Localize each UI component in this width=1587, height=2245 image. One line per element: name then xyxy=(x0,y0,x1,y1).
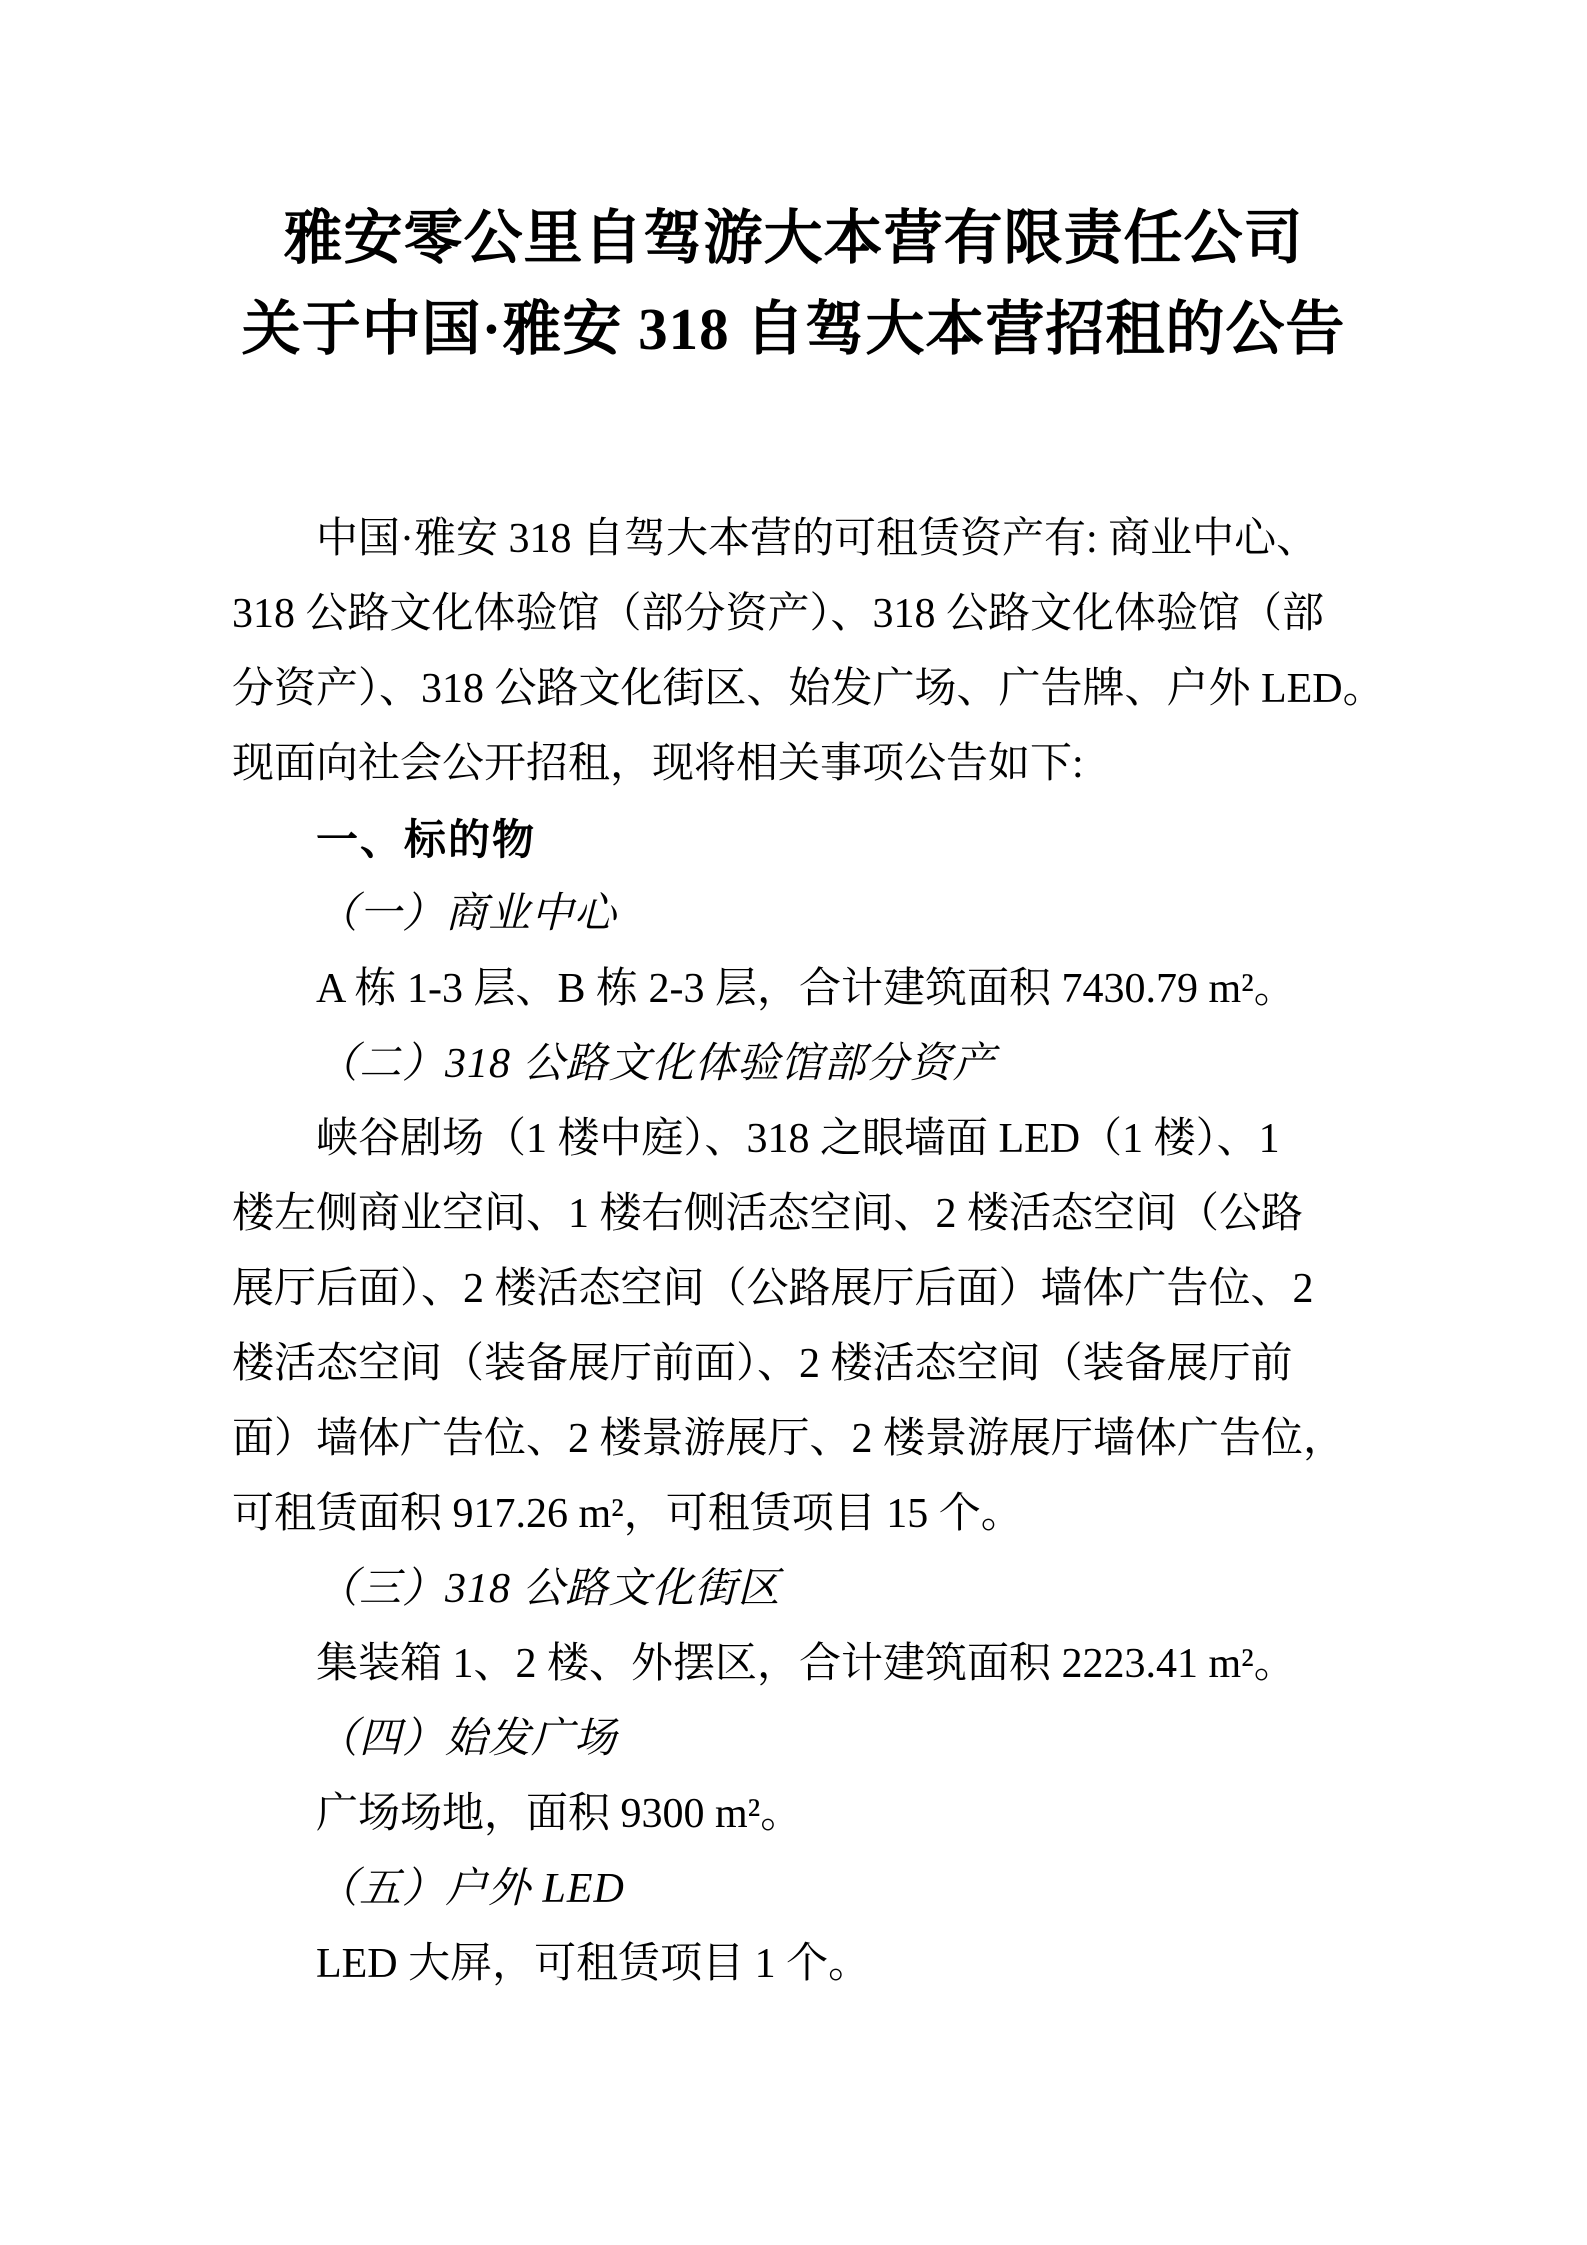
subsection-heading-line: （一）商业中心 xyxy=(316,891,618,937)
doc-line: 楼左侧商业空间、1 楼右侧活态空间、2 楼活态空间（公路 xyxy=(232,1191,1304,1237)
doc-line: 楼活态空间（装备展厅前面）、2 楼活态空间（装备展厅前 xyxy=(232,1341,1293,1387)
doc-line: LED 大屏，可租赁项目 1 个。 xyxy=(316,1941,871,1987)
title-line-2: 关于中国·雅安 318 自驾大本营招租的公告 xyxy=(241,296,1346,362)
doc-line: 318 公路文化体验馆（部分资产）、318 公路文化体验馆（部 xyxy=(232,591,1325,637)
document-body xyxy=(232,502,1385,2002)
section-heading-line: 一、标的物 xyxy=(316,816,537,863)
doc-line: 展厅后面）、2 楼活态空间（公路展厅后面）墙体广告位、2 xyxy=(232,1266,1314,1312)
document-title xyxy=(0,193,1587,375)
doc-line: 分资产）、318 公路文化街区、始发广场、广告牌、户外 LED。 xyxy=(232,666,1385,712)
subsection-heading-line: （四）始发广场 xyxy=(316,1716,618,1762)
subsection-heading-line: （二）318 公路文化体验馆部分资产 xyxy=(316,1041,996,1087)
doc-line: A 栋 1-3 层、B 栋 2-3 层，合计建筑面积 7430.79 m²。 xyxy=(316,966,1296,1012)
doc-line: 可租赁面积 917.26 m²，可租赁项目 15 个。 xyxy=(232,1491,1023,1537)
doc-line: 峡谷剧场（1 楼中庭）、318 之眼墙面 LED（1 楼）、1 xyxy=(316,1116,1280,1162)
doc-line: 现面向社会公开招租，现将相关事项公告如下: xyxy=(232,741,1084,787)
doc-line: 面）墙体广告位、2 楼景游展厅、2 楼景游展厅墙体广告位， xyxy=(232,1416,1346,1462)
subsection-heading-line: （五）户外 LED xyxy=(316,1866,625,1912)
doc-line: 广场场地，面积 9300 m²。 xyxy=(316,1791,803,1837)
subsection-heading-line: （三）318 公路文化街区 xyxy=(316,1566,781,1612)
title-line-1: 雅安零公里自驾游大本营有限责任公司 xyxy=(283,205,1304,271)
doc-line: 中国·雅安 318 自驾大本营的可租赁资产有: 商业中心、 xyxy=(316,516,1319,562)
doc-line: 集装箱 1、2 楼、外摆区，合计建筑面积 2223.41 m²。 xyxy=(316,1641,1296,1687)
